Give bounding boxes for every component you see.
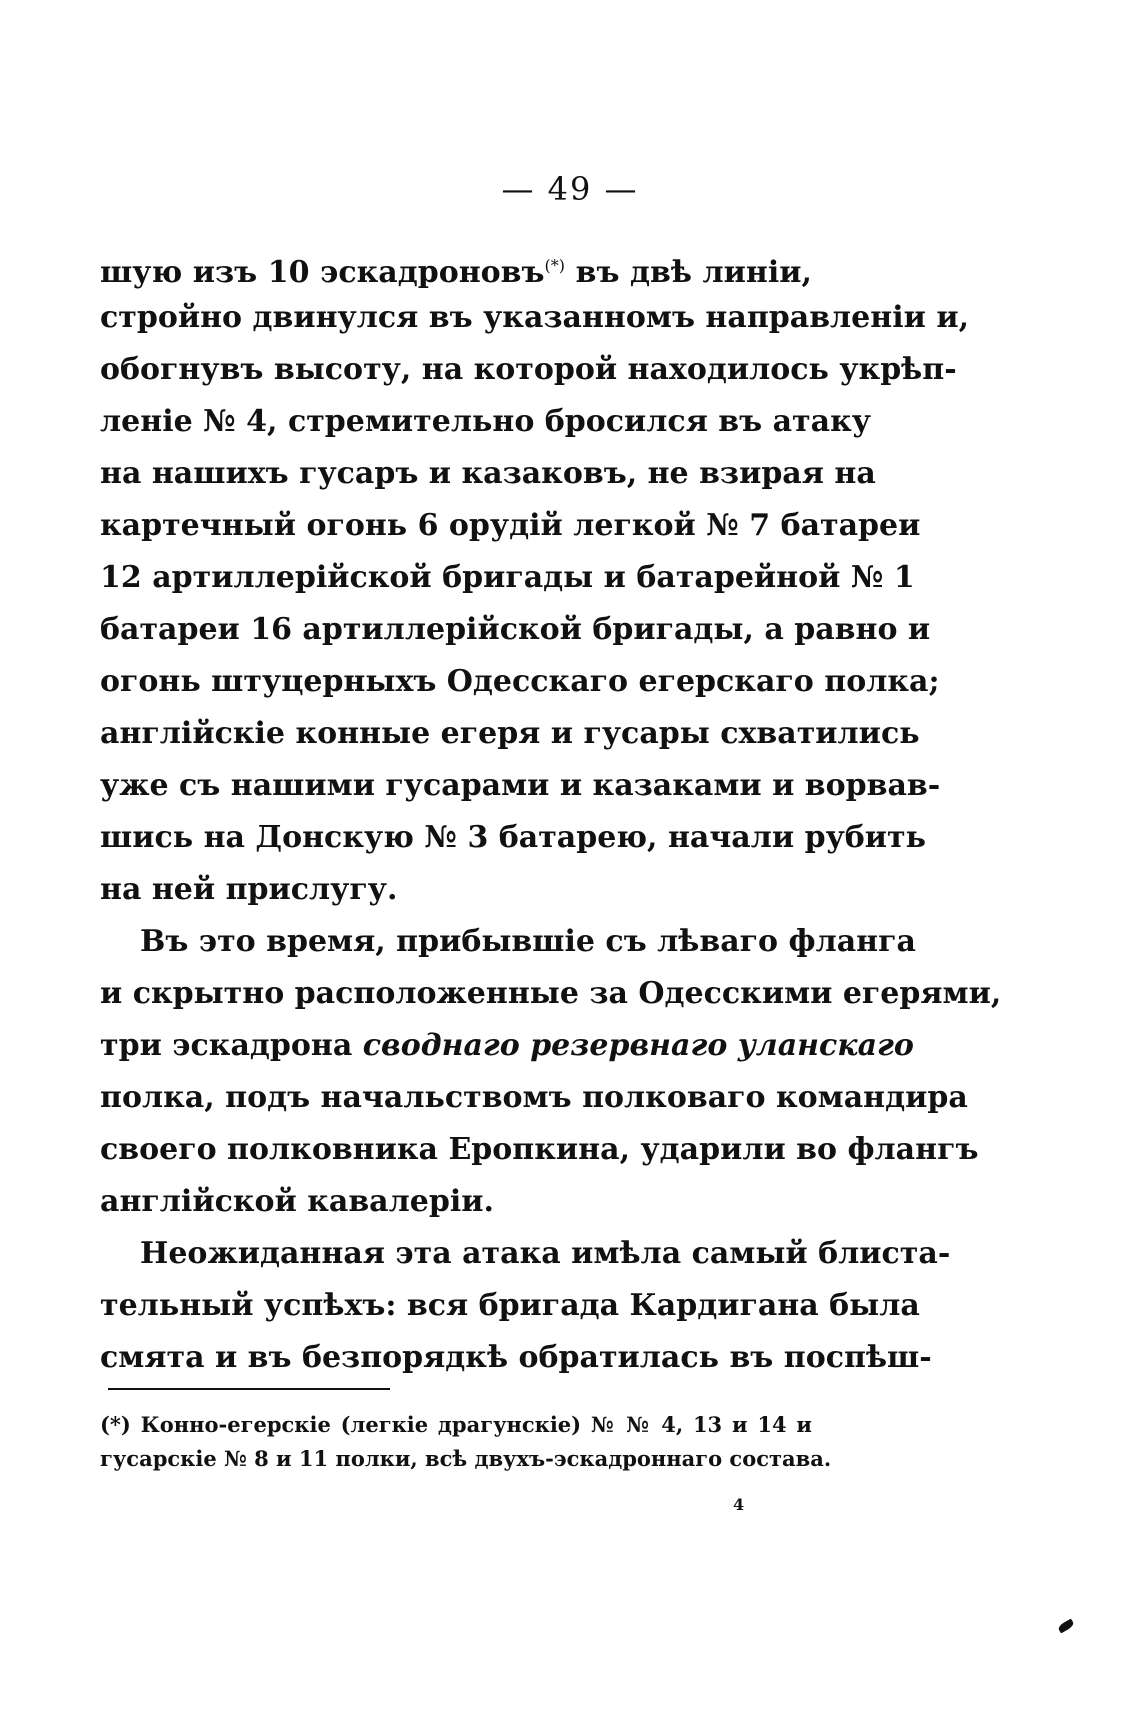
text-line: тельный успѣхъ: вся бригада Кардигана была [100, 1288, 920, 1323]
text-line: огонь штуцерныхъ Одесскаго егерскаго полка; [100, 664, 940, 699]
text-line: на нашихъ гусаръ и казаковъ, не взирая на [100, 456, 876, 491]
text-line: Неожиданная эта атака имѣла самый блиста- [140, 1236, 951, 1271]
text-line-tail: въ двѣ линіи, [575, 255, 812, 290]
text-line [100, 240, 812, 292]
text-line-head: три эскадрона [100, 1028, 353, 1063]
footnote-marker: (*) [544, 256, 566, 275]
signature-mark: 4 [733, 1495, 745, 1514]
ink-speck [1057, 1619, 1075, 1634]
text-line: полка, подъ начальствомъ полковаго командира [100, 1080, 968, 1115]
text-line: леніе № 4, стремительно бросился въ атаку [100, 404, 871, 439]
footnote [100, 1408, 832, 1476]
text-line: на ней прислугу. [100, 872, 398, 907]
footnote-line: гусарскіе № 8 и 11 полки, всѣ двухъ-эскадроннаго состава. [100, 1446, 832, 1471]
footnote-divider [108, 1388, 390, 1390]
main-text [100, 240, 1002, 1384]
text-line: Въ это время, прибывшіе съ лѣваго фланга [140, 924, 916, 959]
text-line: стройно двинулся въ указанномъ направленіи и, [100, 300, 970, 335]
text-line-head: шую изъ 10 эскадроновъ [100, 255, 545, 290]
italic-text: своднаго резервнаго уланскаго [362, 1028, 914, 1063]
text-line: картечный огонь 6 орудій легкой № 7 батареи [100, 508, 921, 543]
text-line [100, 1020, 914, 1072]
text-line: уже съ нашими гусарами и казаками и ворвав- [100, 768, 941, 803]
text-line: шись на Донскую № 3 батарею, начали рубить [100, 820, 926, 855]
page-number: — 49 — [501, 170, 639, 208]
text-line: англійскіе конные егеря и гусары схватились [100, 716, 920, 751]
footnote-line: (*) Конно-егерскіе (легкіе драгунскіе) № № 4, 13 и 14 и [100, 1412, 812, 1437]
text-line: своего полковника Еропкина, ударили во флангъ [100, 1132, 979, 1167]
text-line: англійской кавалеріи. [100, 1184, 494, 1219]
text-line: смята и въ безпорядкѣ обратилась въ поспѣш- [100, 1340, 932, 1375]
text-line: батареи 16 артиллерійской бригады, а равно и [100, 612, 931, 647]
text-line: 12 артиллерійской бригады и батарейной № 1 [100, 560, 915, 595]
text-line: и скрытно расположенные за Одесскими егерями, [100, 976, 1002, 1011]
text-line: обогнувъ высоту, на которой находилось укрѣп- [100, 352, 957, 387]
